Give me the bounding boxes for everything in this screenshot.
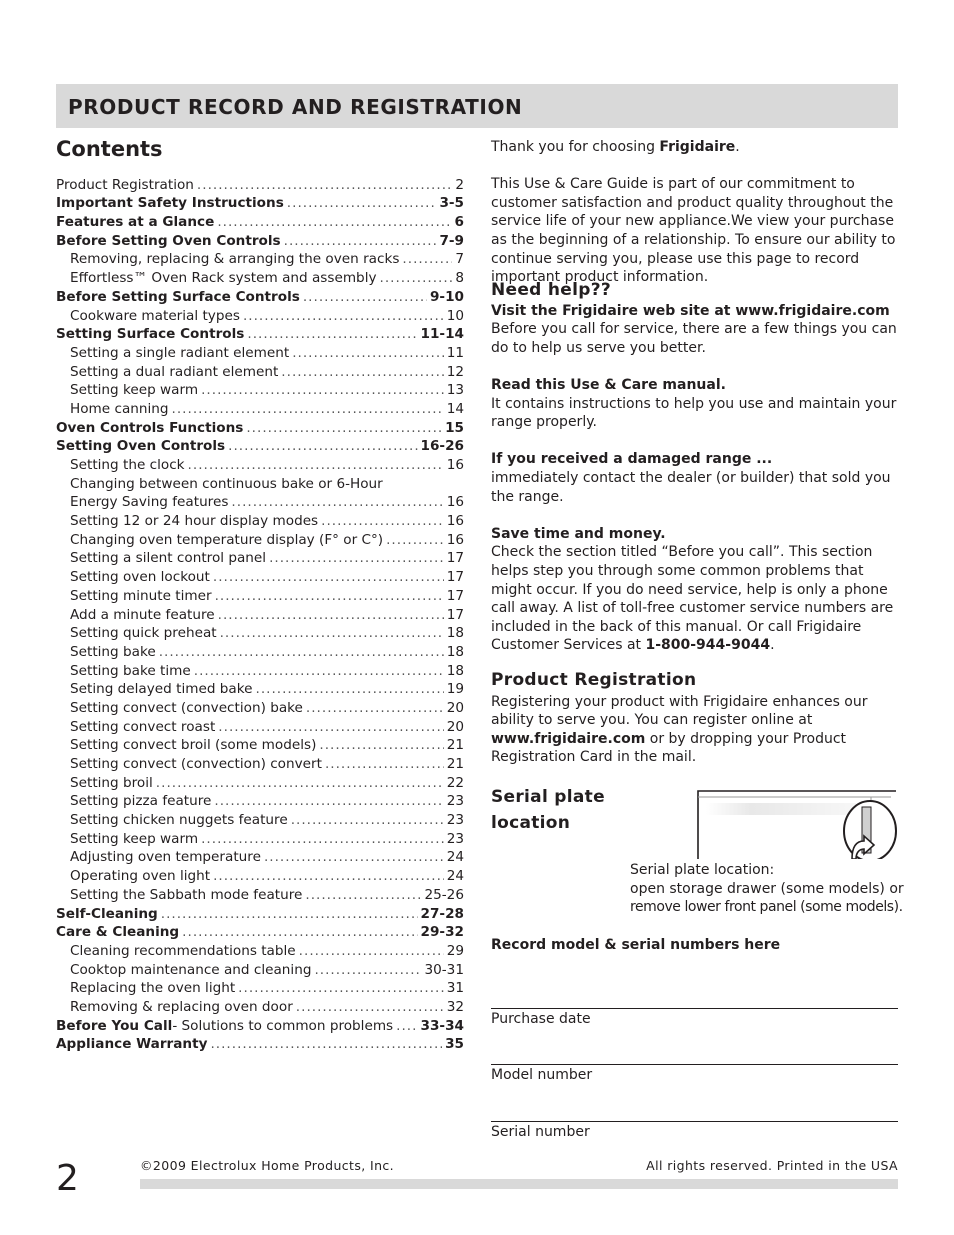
save-text	[491, 543, 901, 655]
toc-entry	[56, 250, 464, 269]
toc-leader-dots	[201, 381, 444, 399]
toc-entry-title: Add a minute feature	[70, 606, 215, 623]
toc-entry-title: Setting convect broil (some models)	[70, 737, 317, 754]
toc-entry-title: Energy Saving features	[70, 494, 229, 511]
toc-entry-title: Product Registration	[56, 176, 194, 193]
toc-leader-dots	[246, 419, 442, 437]
toc-entry-page: 22	[446, 774, 464, 791]
toc-entry-title: Setting minute timer	[70, 587, 212, 604]
serial-number-label: Serial number	[491, 1124, 590, 1140]
toc-entry	[56, 567, 464, 586]
intro-section	[491, 138, 901, 287]
toc-leader-dots	[213, 867, 444, 885]
toc-entry-title: Replacing the oven light	[70, 980, 236, 997]
serial-heading-line2: location	[491, 813, 571, 833]
toc-entry-title: Setting broil	[70, 774, 153, 791]
toc-leader-dots	[306, 699, 444, 717]
toc-entry	[56, 381, 464, 400]
toc-entry-page: 21	[446, 756, 464, 772]
toc-entry-page: 29-32	[420, 924, 464, 941]
toc-entry	[56, 287, 464, 306]
toc-entry	[56, 1016, 464, 1035]
serial-plate-illustration	[696, 789, 898, 859]
toc-leader-dots	[325, 755, 444, 773]
toc-entry-page: 7-9	[439, 232, 464, 249]
toc-entry-page: 17	[446, 569, 464, 586]
footer-bar	[140, 1179, 898, 1189]
toc-entry-page: 2	[455, 176, 464, 193]
toc-entry	[56, 979, 464, 998]
toc-entry	[56, 231, 464, 250]
toc-leader-dots	[287, 194, 437, 212]
toc-entry-page: 18	[446, 625, 464, 642]
toc-leader-dots	[299, 942, 444, 960]
toc-entry	[56, 866, 464, 885]
toc-entry	[56, 810, 464, 829]
toc-leader-dots	[188, 456, 444, 474]
toc-leader-dots	[321, 512, 444, 530]
purchase-date-label: Purchase date	[491, 1011, 591, 1027]
serial-caption-line1: Serial plate location:	[630, 862, 775, 878]
toc-entry	[56, 511, 464, 530]
copyright-text: ©2009 Electrolux Home Products, Inc.	[140, 1158, 395, 1173]
toc-entry-title: Setting chicken nuggets feature	[70, 812, 288, 829]
toc-leader-dots	[159, 643, 444, 661]
toc-leader-dots	[218, 606, 444, 624]
toc-entry	[56, 605, 464, 624]
toc-entry-page: 13	[446, 382, 464, 399]
toc-entry-page: 11-14	[420, 326, 464, 343]
registration-heading: Product Registration	[491, 670, 697, 690]
purchase-date-line[interactable]	[491, 1008, 898, 1009]
toc-entry	[56, 698, 464, 717]
section-banner	[56, 84, 898, 128]
toc-entry	[56, 754, 464, 773]
toc-entry	[56, 997, 464, 1016]
toc-entry-title: Cookware material types	[70, 307, 240, 324]
toc-entry-page: 33-34	[420, 1017, 464, 1034]
toc-entry-title: Appliance Warranty	[56, 1036, 208, 1053]
toc-entry-page: 7	[455, 251, 464, 268]
manual-heading: Read this Use & Care manual.	[491, 376, 726, 393]
toc-entry-title: Setting convect roast	[70, 718, 216, 735]
toc-entry-title: Setting bake time	[70, 662, 191, 679]
toc-entry-page: 16-26	[420, 438, 464, 455]
toc-entry	[56, 418, 464, 437]
toc-entry-title: Before You Call	[56, 1017, 173, 1034]
toc-entry-page: 23	[446, 793, 464, 810]
toc-leader-dots	[247, 325, 417, 343]
toc-entry-page: 35	[445, 1036, 464, 1053]
toc-entry-page: 12	[446, 363, 464, 380]
toc-leader-dots	[402, 250, 452, 268]
toc-entry-page: 30-31	[424, 961, 464, 978]
brand-name: Frigidaire	[659, 139, 736, 155]
toc-leader-dots	[314, 961, 421, 979]
toc-entry	[56, 848, 464, 867]
contents-heading: Contents	[56, 137, 163, 161]
toc-entry-page: 24	[446, 868, 464, 885]
toc-entry-title: Cleaning recommendations table	[70, 942, 296, 959]
toc-leader-dots	[194, 662, 444, 680]
manual-text: It contains instructions to help you use and maintain your range properly.	[491, 395, 897, 431]
toc-entry	[56, 923, 464, 942]
toc-entry	[56, 493, 464, 512]
toc-entry-page: 24	[446, 849, 464, 866]
toc-entry	[56, 325, 464, 344]
serial-plate-caption	[630, 861, 904, 917]
toc-entry-page: 25-26	[424, 886, 464, 903]
toc-entry	[56, 941, 464, 960]
need-help-heading: Need help??	[491, 280, 612, 300]
toc-entry-title: Setting convect (convection) bake	[70, 699, 303, 716]
toc-entry-page: 16	[446, 494, 464, 511]
registration-tail	[491, 730, 901, 767]
toc-entry-title: Setting convect (convection) convert	[70, 756, 322, 772]
toc-entry-page: 16	[446, 513, 464, 530]
model-number-line[interactable]	[491, 1064, 898, 1065]
toc-entry-title: Setting keep warm	[70, 382, 199, 399]
thanks-line	[491, 138, 901, 157]
toc-leader-dots	[210, 1035, 442, 1053]
toc-leader-dots	[256, 680, 444, 698]
toc-entry-title: Home canning	[70, 400, 169, 417]
toc-entry	[56, 642, 464, 661]
damaged-text: immediately contact the dealer (or builder) that sold you the range.	[491, 469, 891, 505]
save-heading: Save time and money.	[491, 525, 666, 542]
toc-leader-dots	[396, 1017, 417, 1035]
toc-entry-page: 23	[446, 812, 464, 829]
toc-leader-dots	[156, 774, 444, 792]
toc-entry-title: Changing between continuous bake or 6-Hour	[70, 475, 383, 492]
toc-leader-dots	[319, 736, 443, 754]
toc-entry-page: 16	[446, 457, 464, 473]
toc-entry-title: Before Setting Oven Controls	[56, 232, 281, 249]
toc-entry-page: 9-10	[429, 288, 464, 305]
toc-entry-title: Seting delayed timed bake	[70, 681, 253, 698]
toc-entry-page: 8	[455, 270, 464, 287]
toc-leader-dots	[231, 493, 443, 511]
toc-entry	[56, 549, 464, 568]
toc-leader-dots	[201, 830, 444, 848]
toc-entry-title: Setting keep warm	[70, 830, 199, 847]
toc-entry	[56, 437, 464, 456]
toc-entry-page: 15	[445, 419, 464, 436]
toc-entry-page: 16	[446, 531, 464, 548]
damaged-heading: If you received a damaged range ...	[491, 451, 773, 468]
record-heading: Record model & serial numbers here	[491, 937, 781, 953]
toc-leader-dots	[161, 905, 418, 923]
website-text: Before you call for service, there are a few things you can do to help us serve you better.	[491, 321, 897, 356]
toc-entry-title: Changing oven temperature display (F° or C°)	[70, 531, 384, 548]
toc-leader-dots	[296, 998, 444, 1016]
toc-entry-title: Setting 12 or 24 hour display modes	[70, 513, 319, 530]
toc-entry	[56, 343, 464, 362]
registration-text: Registering your product with Frigidaire enhances our ability to serve you. You can register online at	[491, 693, 868, 729]
phone-number: 1-800-944-9044	[645, 637, 771, 654]
serial-number-line[interactable]	[491, 1121, 898, 1122]
toc-entry	[56, 736, 464, 755]
toc-entry	[56, 661, 464, 680]
intro-paragraph: This Use & Care Guide is part of our commitment to customer satisfaction and product quality throughout the service life of your new appliance.We view your purchase as the beginning of a relationship. To ensure our ability to continue serving you, please use this page to record important product information.	[491, 176, 896, 286]
toc-entry	[56, 474, 464, 493]
need-help-section	[491, 281, 901, 655]
toc-entry-title: Setting bake	[70, 643, 156, 660]
toc-entry	[56, 680, 464, 699]
toc-entry	[56, 586, 464, 605]
toc-entry-page: 6	[454, 214, 464, 231]
toc-leader-dots	[264, 848, 444, 866]
toc-entry	[56, 624, 464, 643]
toc-leader-dots	[303, 288, 427, 306]
toc-leader-dots	[172, 400, 444, 418]
toc-entry-page: 10	[446, 307, 464, 324]
toc-entry-title: Setting pizza feature	[70, 793, 212, 810]
serial-caption-line3: remove lower front panel (some models).	[630, 899, 903, 916]
toc-leader-dots	[291, 811, 444, 829]
registration-section	[491, 671, 901, 767]
toc-entry-page: 18	[446, 662, 464, 679]
phone-suffix: .	[770, 637, 775, 654]
toc-entry-title: Setting quick preheat	[70, 625, 217, 642]
toc-leader-dots	[292, 344, 444, 362]
toc-leader-dots	[386, 531, 444, 549]
toc-entry-page: 20	[446, 718, 464, 735]
toc-entry-title: Setting a silent control panel	[70, 550, 267, 567]
toc-entry-title: Oven Controls Functions	[56, 419, 244, 436]
page-number: 2	[56, 1158, 79, 1199]
model-number-label: Model number	[491, 1067, 593, 1083]
website-line: Visit the Frigidaire web site at www.frigidaire.com	[491, 302, 890, 319]
toc-entry	[56, 175, 464, 194]
toc-entry	[56, 399, 464, 418]
toc-leader-dots	[380, 269, 453, 287]
save-body: Check the section titled “Before you call”. This section helps step you through some common problems that might occur. If you do need service, help is only a phone call away. A list of toll-free customer service numbers are included in the back of this manual. Or call Frigidaire Customer Services at	[491, 544, 894, 654]
toc-entry	[56, 885, 464, 904]
thanks-text: Thank you for choosing	[491, 139, 660, 155]
toc-entry-title: Setting a single radiant element	[70, 344, 290, 361]
toc-leader-dots	[281, 363, 443, 381]
toc-entry-page: 23	[446, 830, 464, 847]
serial-caption-line2: open storage drawer (some models) or	[630, 880, 904, 897]
toc-entry-title: Setting Oven Controls	[56, 438, 226, 455]
toc-entry	[56, 194, 464, 213]
toc-entry-page: 20	[446, 699, 464, 716]
toc-entry-suffix: - Solutions to common problems	[172, 1017, 394, 1034]
toc-entry-title: Setting a dual radiant element	[70, 363, 279, 380]
toc-entry-page: 11	[446, 344, 464, 361]
toc-entry-page: 29	[446, 942, 464, 959]
toc-entry-title: Self-Cleaning	[56, 905, 158, 922]
toc-leader-dots	[269, 549, 444, 567]
toc-entry-title: Effortless™ Oven Rack system and assembly	[70, 270, 377, 287]
rights-text: All rights reserved. Printed in the USA	[646, 1158, 898, 1173]
toc-entry-page: 18	[446, 643, 464, 660]
toc-entry-title: Important Safety Instructions	[56, 195, 284, 212]
toc-leader-dots	[228, 437, 417, 455]
toc-entry-title: Setting oven lockout	[70, 569, 210, 586]
toc-entry-title: Removing, replacing & arranging the oven racks	[70, 251, 400, 268]
toc-entry-title: Adjusting oven temperature	[70, 849, 261, 866]
registration-text-after: or by dropping your Product Registration Card in the mail.	[491, 730, 847, 766]
toc-entry	[56, 530, 464, 549]
toc-entry	[56, 792, 464, 811]
toc-entry	[56, 212, 464, 231]
toc-entry	[56, 904, 464, 923]
toc-entry	[56, 1035, 464, 1054]
toc-leader-dots	[220, 624, 444, 642]
toc-entry-page: 27-28	[420, 905, 464, 922]
toc-leader-dots	[284, 232, 437, 250]
toc-entry	[56, 717, 464, 736]
toc-entry-title: Setting the clock	[70, 457, 185, 473]
toc-entry-title: Operating oven light	[70, 868, 211, 885]
table-of-contents	[56, 175, 464, 1053]
toc-entry-title: Cooktop maintenance and cleaning	[70, 961, 312, 978]
toc-leader-dots	[238, 979, 444, 997]
toc-entry-page: 19	[446, 681, 464, 698]
toc-entry	[56, 268, 464, 287]
toc-entry-page: 31	[446, 980, 464, 997]
thanks-suffix: .	[735, 139, 740, 155]
toc-leader-dots	[305, 886, 421, 904]
toc-entry-page: 21	[446, 737, 464, 754]
toc-entry	[56, 455, 464, 474]
toc-entry-title: Setting Surface Controls	[56, 326, 245, 343]
toc-leader-dots	[215, 587, 444, 605]
toc-entry-page: 17	[446, 587, 464, 604]
toc-entry	[56, 960, 464, 979]
toc-entry	[56, 829, 464, 848]
toc-leader-dots	[218, 718, 443, 736]
toc-leader-dots	[197, 176, 452, 194]
toc-leader-dots	[217, 213, 451, 231]
serial-heading-line1: Serial plate	[491, 787, 605, 807]
toc-entry-title: Removing & replacing oven door	[70, 998, 293, 1015]
toc-entry	[56, 362, 464, 381]
toc-leader-dots	[243, 307, 444, 325]
toc-entry-page: 3-5	[439, 195, 464, 212]
toc-entry-page: 17	[446, 550, 464, 567]
toc-leader-dots	[213, 568, 444, 586]
toc-leader-dots	[214, 792, 443, 810]
serial-plate-heading	[491, 784, 605, 836]
toc-entry-title: Features at a Glance	[56, 214, 215, 231]
registration-website: www.frigidaire.com	[491, 730, 646, 747]
toc-entry-page: 32	[446, 998, 464, 1015]
toc-entry-title: Care & Cleaning	[56, 924, 180, 941]
page-title: PRODUCT RECORD AND REGISTRATION	[68, 95, 523, 119]
toc-entry-title: Before Setting Surface Controls	[56, 288, 300, 305]
toc-entry-title: Setting the Sabbath mode feature	[70, 886, 303, 903]
toc-entry-page: 14	[446, 400, 464, 417]
toc-entry-page: 17	[446, 606, 464, 623]
toc-entry	[56, 306, 464, 325]
toc-leader-dots	[182, 923, 417, 941]
toc-entry	[56, 773, 464, 792]
